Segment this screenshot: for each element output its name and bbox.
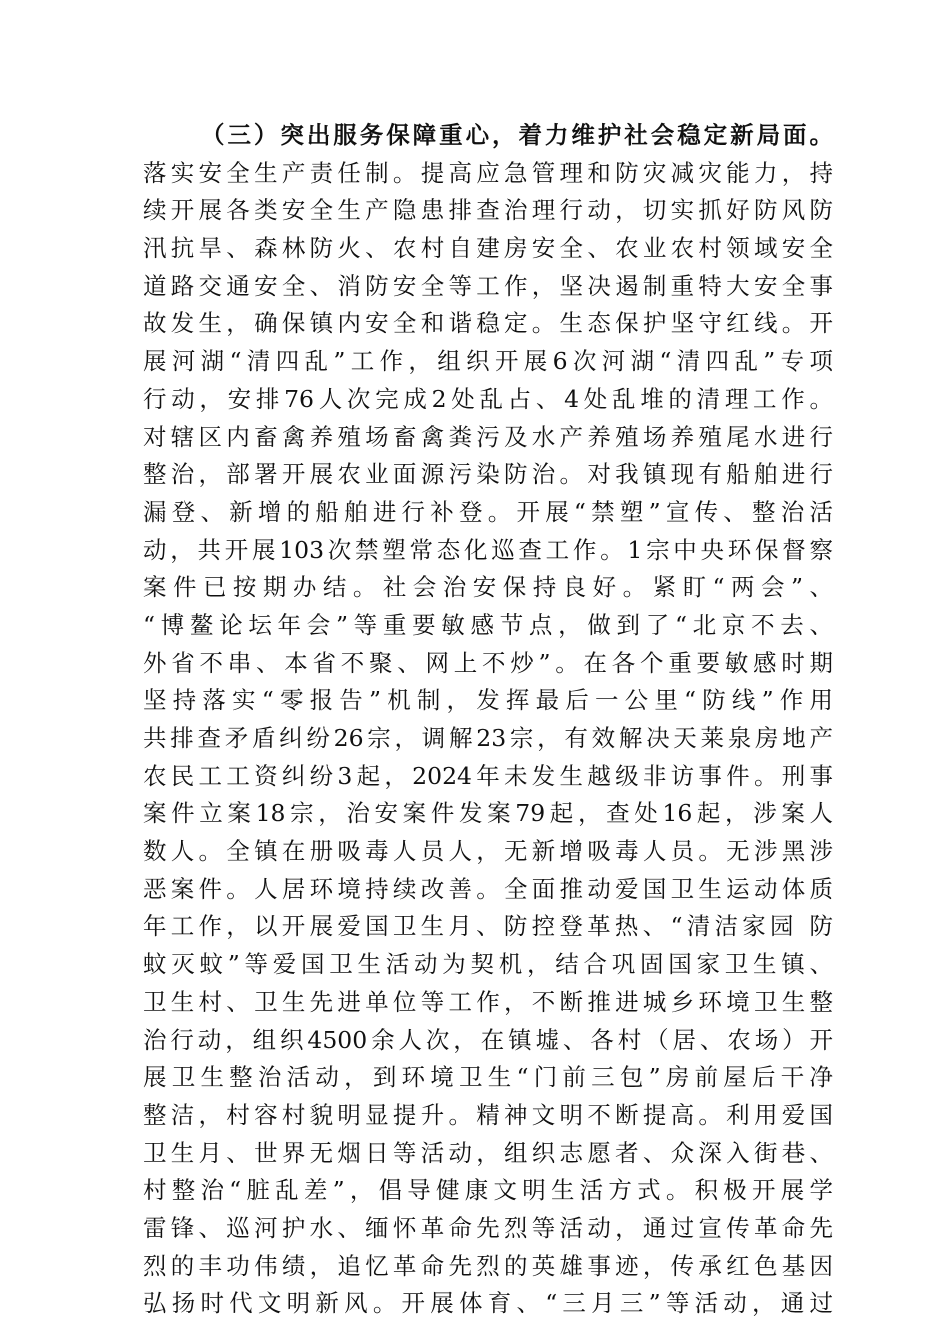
text-line: “博鳌论坛年会”等重要敏感节点，做到了“北京不去、 [143,610,833,639]
text-line: 雷锋、巡河护水、缅怀革命先烈等活动，通过宣传革命先 [143,1213,833,1242]
text-line: 故发生，确保镇内安全和谐稳定。生态保护坚守红线。开 [143,309,833,338]
text-line: 年工作，以开展爱国卫生月、防控登革热、“清洁家园 防 [143,912,833,941]
text-line: 治行动，组织4500余人次，在镇墟、各村（居、农场）开 [143,1025,833,1054]
text-line: 卫生月、世界无烟日等活动，组织志愿者、众深入街巷、 [143,1138,833,1167]
text-line: 对辖区内畜禽养殖场畜禽粪污及水产养殖场养殖尾水进行 [143,422,833,451]
text-line: 村整治“脏乱差”，倡导健康文明生活方式。积极开展学 [143,1176,833,1205]
text-line: 整治，部署开展农业面源污染防治。对我镇现有船舶进行 [143,460,833,489]
text-line: 落实安全生产责任制。提高应急管理和防灾减灾能力，持 [143,158,833,187]
text-line: 恶案件。人居环境持续改善。全面推动爱国卫生运动体质 [143,874,833,903]
text-line: 续开展各类安全生产隐患排查治理行动，切实抓好防风防 [143,196,833,225]
text-line: 行动，安排76人次完成2处乱占、4处乱堆的清理工作。 [143,384,833,413]
body-text [143,117,833,1323]
text-line: 汛抗旱、森林防火、农村自建房安全、农业农村领域安全 [143,234,833,263]
text-line: 漏登、新增的船舶进行补登。开展“禁塑”宣传、整治活 [143,497,833,526]
text-line: 案件立案18宗，治安案件发案79起，查处16起，涉案人 [143,799,833,828]
text-line: 烈的丰功伟绩，追忆革命先烈的英雄事迹，传承红色基因 [143,1251,833,1280]
text-line: 卫生村、卫生先进单位等工作，不断推进城乡环境卫生整 [143,987,833,1016]
text-line: 外省不串、本省不聚、网上不炒”。在各个重要敏感时期 [143,648,833,677]
text-line: 坚持落实“零报告”机制，发挥最后一公里“防线”作用 [143,686,833,715]
text-line: 道路交通安全、消防安全等工作，坚决遏制重特大安全事 [143,271,833,300]
text-line: 数人。全镇在册吸毒人员人，无新增吸毒人员。无涉黑涉 [143,837,833,866]
text-line: 农民工工资纠纷3起，2024年未发生越级非访事件。刑事 [143,761,833,790]
text-line: 弘扬时代文明新风。开展体育、“三月三”等活动，通过 [143,1289,833,1318]
text-line: 案件已按期办结。社会治安保持良好。紧盯“两会”、 [143,573,833,602]
text-line: 整洁，村容村貌明显提升。精神文明不断提高。利用爱国 [143,1100,833,1129]
text-line: 蚊灭蚊”等爱国卫生活动为契机，结合巩固国家卫生镇、 [143,950,833,979]
text-line: 展河湖“清四乱”工作，组织开展6次河湖“清四乱”专项 [143,347,833,376]
text-line: 展卫生整治活动，到环境卫生“门前三包”房前屋后干净 [143,1063,833,1092]
section-heading: （三）突出服务保障重心，着力维护社会稳定新局面。 [201,121,833,149]
text-line: 动，共开展103次禁塑常态化巡查工作。1宗中央环保督察 [143,535,833,564]
text-line: 共排查矛盾纠纷26宗，调解23宗，有效解决天莱泉房地产 [143,724,833,752]
